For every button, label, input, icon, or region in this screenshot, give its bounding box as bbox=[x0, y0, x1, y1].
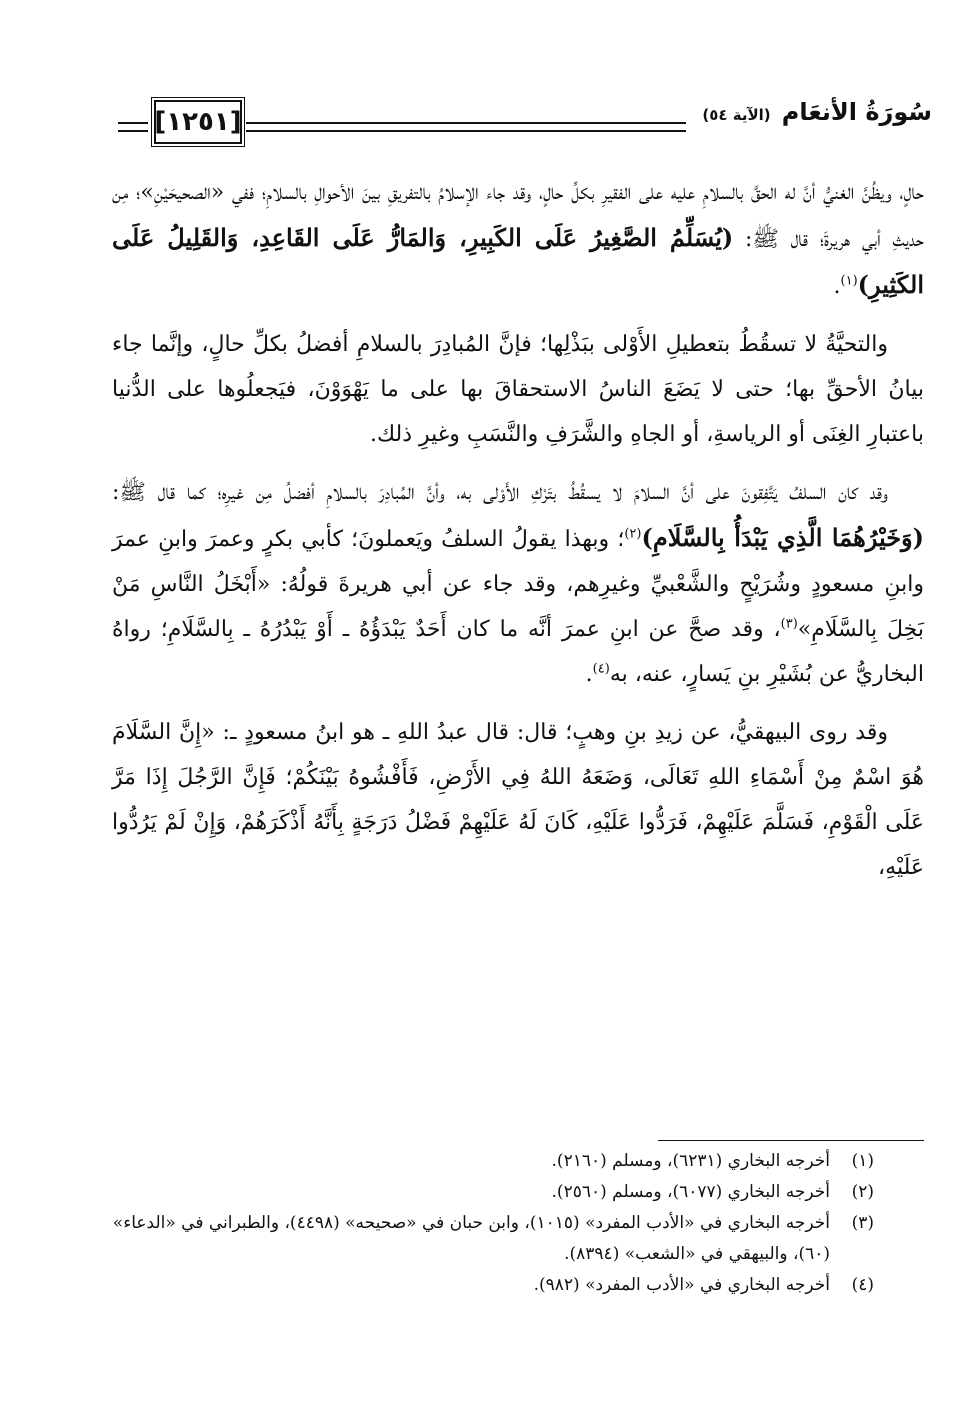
footnotes bbox=[112, 1146, 874, 1301]
page-header bbox=[112, 96, 932, 146]
paragraph-2 bbox=[112, 322, 924, 457]
paragraph-1 bbox=[112, 170, 924, 309]
paragraph-3-end: . bbox=[585, 662, 593, 687]
footnote-mark-3: (٣) bbox=[780, 616, 798, 632]
running-title bbox=[692, 98, 932, 142]
footnote-number: (١) bbox=[851, 1151, 874, 1171]
hadith-quote-2: (وَخَيْرُهُمَا الَّذِي يَبْدَأُ بِالسَّلَامِ) bbox=[641, 523, 925, 552]
footnote-mark-2: (٢) bbox=[624, 526, 642, 542]
paragraph-3 bbox=[112, 470, 924, 697]
footnote-mark-4: (٤) bbox=[592, 661, 610, 677]
footnote-2 bbox=[112, 1177, 874, 1208]
footnote-3 bbox=[112, 1208, 874, 1270]
footnote-number: (٣) bbox=[851, 1213, 874, 1233]
hadith-quote-1: (يُسَلِّمُ الصَّغِيرُ عَلَى الكَبِيرِ، وَالمَارُّ عَلَى القَاعِدِ، وَالقَلِيلُ عَلَى الكَثِيرِ) bbox=[112, 223, 924, 299]
footnote-1 bbox=[112, 1146, 874, 1177]
paragraph-3-text-c: ، وقد صحَّ عن ابنِ عمرَ أنَّه ما كان أَحَدٌ يَبْدَؤُهُ ـ أَوْ يَبْدُرُهُ ـ بِالسَّلَامِ؛ رواهُ البخاريُّ عن بُشَيْرِ بنِ يَسارٍ، عنه، به bbox=[112, 617, 924, 687]
header-rule-right bbox=[246, 122, 686, 132]
footnote-text: أخرجه البخاري في «الأدب المفرد» (١٠١٥)، وابن حبان في «صحيحه» (٤٤٩٨)، والطبراني في «الدعاء» (٦٠)، والبيهقي في «الشعب» (٨٣٩٤). bbox=[112, 1213, 830, 1264]
footnote-text: أخرجه البخاري (٦٠٧٧)، ومسلم (٢٥٦٠). bbox=[551, 1182, 830, 1202]
paragraph-1-end: . bbox=[833, 274, 841, 299]
main-text bbox=[112, 170, 924, 903]
paragraph-3-text-a: وقد كان السلفُ يَتَّفِقونَ على أنَّ السلامَ لا يسقُطُ بتَرْكِ الأَوْلى به، وأنَّ المُبادِرَ بالسلامِ أفضلُ مِن غيرِه؛ كما قال ﷺ: bbox=[112, 480, 888, 505]
header-rule-left bbox=[118, 122, 148, 132]
footnote-separator bbox=[658, 1140, 924, 1141]
page-number: [١٢٥١] bbox=[154, 100, 242, 144]
ayah-reference: (الآية ٥٤) bbox=[702, 106, 771, 124]
footnote-number: (٢) bbox=[851, 1182, 874, 1202]
footnote-text: أخرجه البخاري (٦٢٣١)، ومسلم (٢١٦٠). bbox=[551, 1151, 830, 1171]
paragraph-2-text: والتحيَّةُ لا تسقُطُ بتعطيلِ الأَوْلى ببَذْلِها؛ فإنَّ المُبادِرَ بالسلامِ أفضلُ بكلِّ حالٍ، وإنَّما جاء بيانُ الأحقِّ بها؛ حتى لا يَضَعَ الناسُ الاستحقاقَ بها على ما يَهْوَوْنَ، فيَجعلُوها على الدُّنيا باعتبارِ الغِنَى أو الرياسةِ، أو الجاهِ والشَّرَفِ والنَّسَبِ وغيرِ ذلك. bbox=[112, 332, 924, 447]
footnote-mark-1: (١) bbox=[840, 273, 858, 289]
footnote-number: (٤) bbox=[851, 1275, 874, 1295]
paragraph-4-text: وقد روى البيهقيُّ، عن زيدِ بنِ وهبٍ؛ قال: قال عبدُ اللهِ ـ هو ابنُ مسعودٍ ـ: «إِنَّ السَّلَامَ هُوَ اسْمٌ مِنْ أَسْمَاءِ اللهِ تَعَالَى، وَضَعَهُ اللهُ فِي الأَرْضِ، فَأَفْشُوهُ بَيْنَكُمْ؛ فَإِنَّ الرَّجُلَ إِذَا مَرَّ عَلَى الْقَوْمِ، فَسَلَّمَ عَلَيْهِمْ، فَرَدُّوا عَلَيْهِ، كَانَ لَهُ عَلَيْهِمْ فَضْلُ دَرَجَةٍ بِأَنَّهُ أَذْكَرَهُمْ، وَإِنْ لَمْ يَرُدُّوا عَلَيْهِ، bbox=[112, 720, 924, 880]
footnote-4 bbox=[112, 1270, 874, 1301]
paragraph-1-text: حالٍ، ويظُنَّ الغنيُّ أنَّ له الحقَّ بالسلامِ عليه على الفقيرِ بكلِّ حالٍ، وقد جاء الإسلامُ بالتفريقِ بينَ الأحوالِ بالسلامِ؛ ففي «الصحيحَيْنِ»؛ مِن حديثِ أبي هريرةَ؛ قال ﷺ: bbox=[112, 180, 924, 252]
paragraph-3-text-b: ؛ وبهذا يقولُ السلفُ ويَعملونَ؛ كأبي بكرٍ وعمرَ وابنِ عمرَ وابنِ مسعودٍ وشُرَيْحٍ والشَّعْبيِّ وغيرِهم، وقد جاء عن أبي هريرةَ قولُهُ: «أَبْخَلُ النَّاسِ مَنْ بَخِلَ بِالسَّلَامِ» bbox=[112, 527, 925, 642]
surah-name: سُورَةُ الأنعَام bbox=[781, 98, 932, 126]
paragraph-4 bbox=[112, 710, 924, 890]
footnote-text: أخرجه البخاري في «الأدب المفرد» (٩٨٢). bbox=[533, 1275, 830, 1295]
